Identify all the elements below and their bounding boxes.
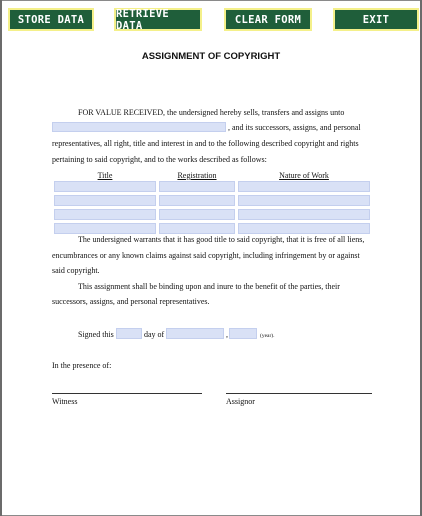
year-field[interactable] [229, 328, 257, 339]
title-field-3[interactable] [54, 209, 156, 220]
table-header-nature: Nature of Work [279, 171, 329, 180]
exit-button[interactable]: EXIT [333, 8, 419, 31]
clear-form-button[interactable]: CLEAR FORM [224, 8, 312, 31]
para1-line1: FOR VALUE RECEIVED, the undersigned hereby sells, transfers and assigns unto [78, 108, 345, 117]
para1-line4: pertaining to said copyright, and to the works described as follows: [52, 155, 267, 164]
para3-line1: This assignment shall be binding upon and inure to the benefit of the parties, their [78, 282, 340, 291]
table-header-registration: Registration [177, 171, 217, 180]
month-field[interactable] [166, 328, 224, 339]
assignor-label: Assignor [226, 397, 255, 406]
nature-field-3[interactable] [238, 209, 370, 220]
title-field-1[interactable] [54, 181, 156, 192]
day-field[interactable] [116, 328, 142, 339]
title-field-4[interactable] [54, 223, 156, 234]
registration-field-4[interactable] [159, 223, 235, 234]
comma-label: , [226, 330, 228, 339]
table-header-title: Title [97, 171, 113, 180]
para1-line2: , and its successors, assigns, and personal [228, 123, 361, 132]
para2-line2: encumbrances or any known claims against said copyright, including infringement by or against [52, 251, 360, 260]
year-label: (year). [260, 333, 275, 339]
witness-signature-line [52, 393, 202, 394]
registration-field-2[interactable] [159, 195, 235, 206]
registration-field-3[interactable] [159, 209, 235, 220]
witness-label: Witness [52, 397, 78, 406]
retrieve-data-button[interactable]: RETRIEVE DATA [114, 8, 202, 31]
signed-this-label: Signed this [78, 330, 114, 339]
nature-field-4[interactable] [238, 223, 370, 234]
day-of-label: day of [144, 330, 165, 339]
para2-line1: The undersigned warrants that it has good title to said copyright, that it is free of all liens, [78, 235, 365, 244]
assignor-signature-line [226, 393, 372, 394]
para2-line3: said copyright. [52, 266, 100, 275]
left-border [0, 0, 2, 516]
nature-field-2[interactable] [238, 195, 370, 206]
title-field-2[interactable] [54, 195, 156, 206]
document-title: ASSIGNMENT OF COPYRIGHT [141, 51, 281, 62]
assignee-field[interactable] [52, 122, 226, 132]
presence-label: In the presence of: [52, 361, 112, 370]
store-data-button[interactable]: STORE DATA [8, 8, 94, 31]
nature-field-1[interactable] [238, 181, 370, 192]
para3-line2: successors, assigns, and personal representatives. [52, 297, 210, 306]
registration-field-1[interactable] [159, 181, 235, 192]
para1-line3: representatives, all right, title and interest in and to the following described copyright and rights [52, 139, 359, 148]
